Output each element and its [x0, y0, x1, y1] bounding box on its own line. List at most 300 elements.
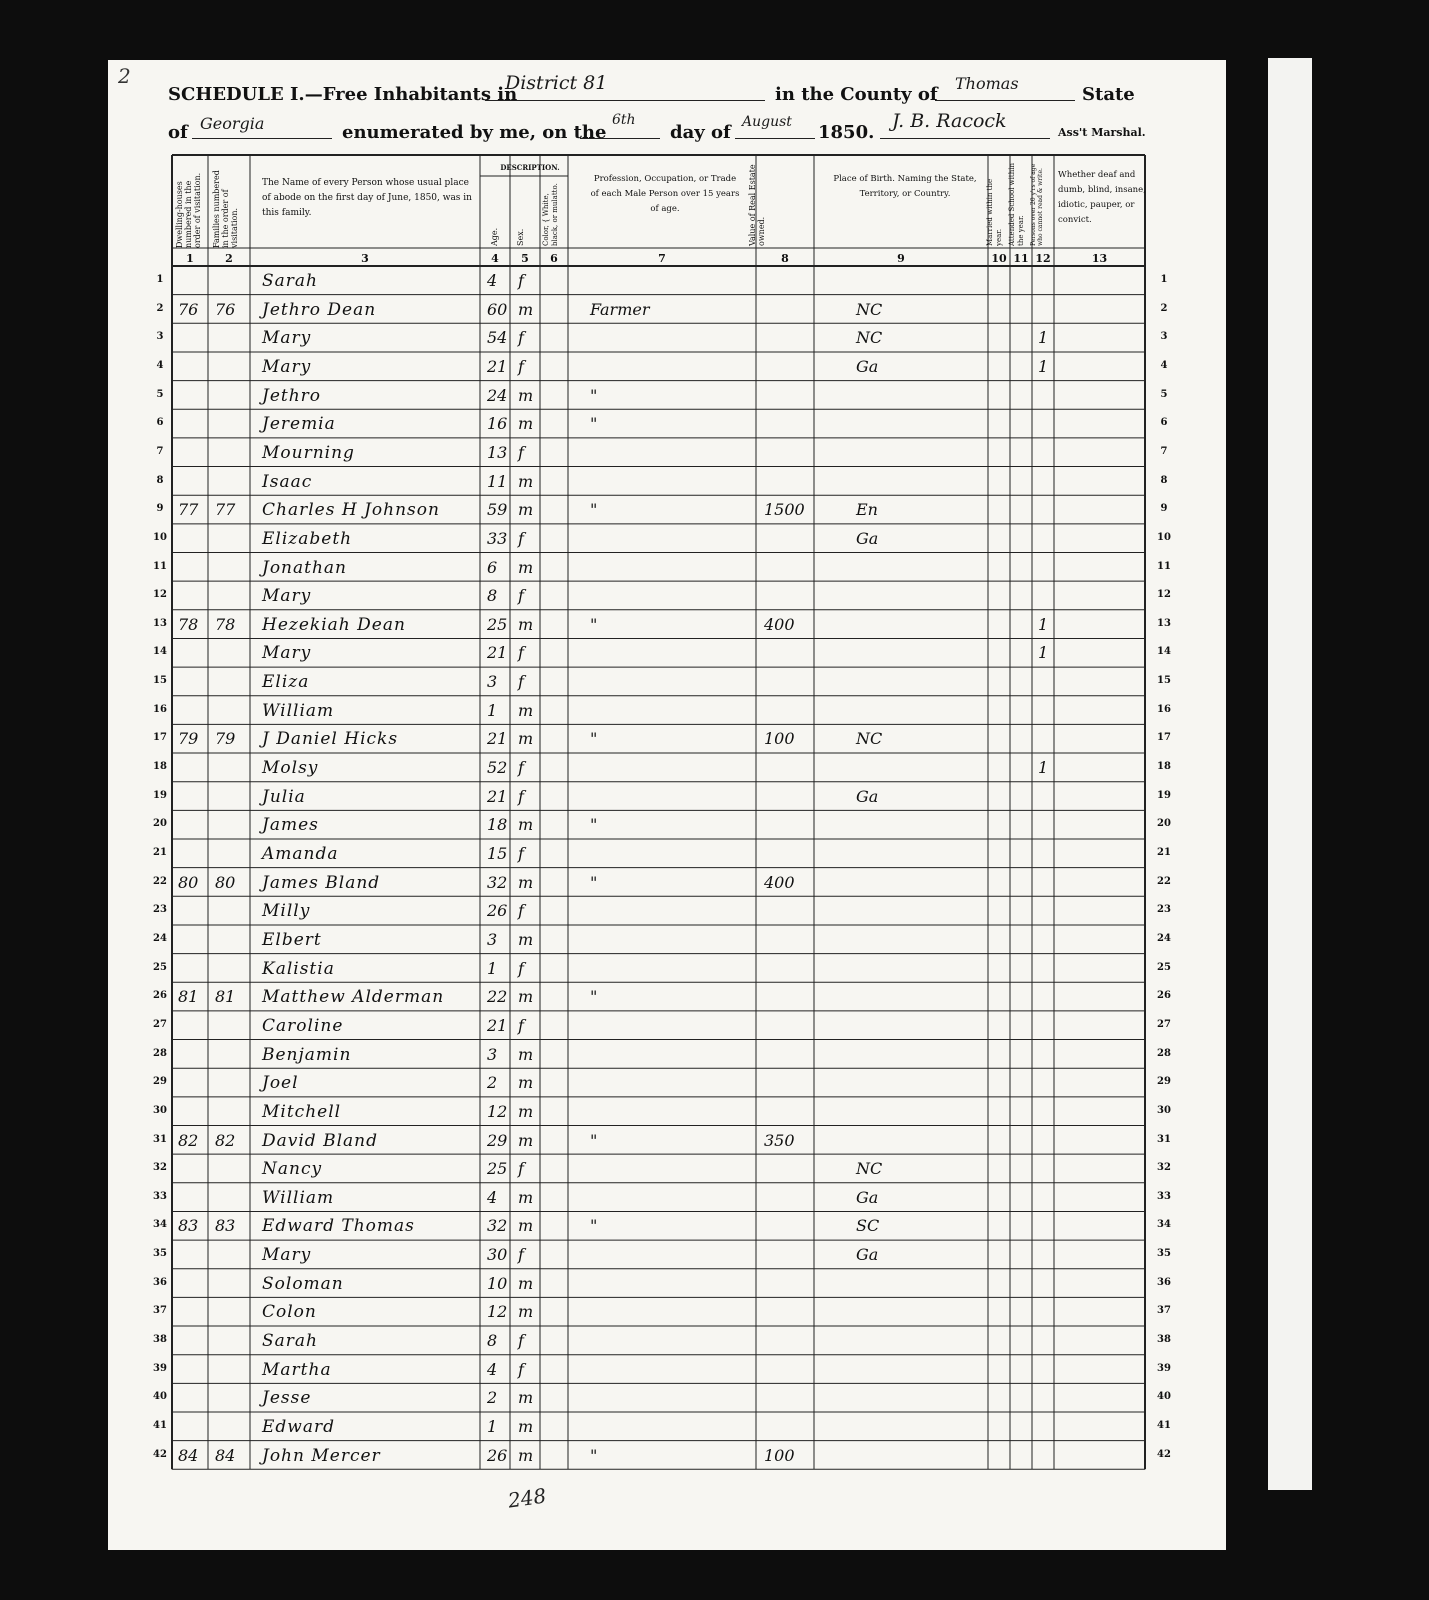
birthplace-value: Ga — [856, 1245, 879, 1265]
line-number-left: 35 — [153, 1248, 167, 1260]
sex-value: m — [518, 385, 534, 405]
age-value: 13 — [487, 442, 508, 462]
day-value: 6th — [612, 112, 636, 128]
column-number: 10 — [991, 252, 1007, 265]
illiterate-mark: 1 — [1038, 614, 1049, 634]
line-number-right: 7 — [1160, 445, 1168, 457]
person-name: Mary — [262, 586, 312, 607]
age-value: 12 — [487, 1101, 508, 1121]
occupation-value: " — [590, 414, 598, 434]
sex-value: f — [518, 328, 524, 348]
column-number: 13 — [1091, 252, 1108, 265]
line-number-left: 10 — [153, 531, 167, 543]
line-number-right: 35 — [1157, 1248, 1171, 1260]
occupation-value: Farmer — [590, 299, 650, 319]
line-number-right: 6 — [1160, 417, 1168, 429]
birthplace-value: NC — [856, 729, 883, 749]
line-number-left: 9 — [156, 503, 164, 515]
sex-value: m — [518, 729, 534, 749]
col-head-value: Value of Real Estate owned. — [748, 164, 766, 246]
line-number-right: 18 — [1157, 761, 1171, 773]
person-name: Jesse — [262, 1388, 312, 1409]
sex-value: m — [518, 700, 534, 720]
line-number-left: 16 — [153, 703, 167, 715]
family-number: 83 — [215, 1216, 236, 1236]
age-value: 4 — [487, 271, 498, 290]
marshal-label: Ass't Marshal. — [1058, 126, 1146, 139]
line-number-right: 12 — [1157, 589, 1171, 601]
line-number-right: 9 — [1160, 503, 1168, 515]
illiterate-mark: 1 — [1038, 758, 1049, 778]
sex-value: f — [518, 356, 524, 376]
age-value: 8 — [487, 586, 498, 606]
col-head-illiterate: Persons over 20 y'rs of age who cannot read & write. — [1030, 163, 1044, 246]
marshal-value: J. B. Racock — [892, 110, 1007, 132]
line-number-right: 8 — [1160, 474, 1168, 486]
col-head-school: Attended School within the year. — [1008, 163, 1025, 246]
line-number-right: 19 — [1157, 789, 1171, 801]
occupation-value: " — [590, 614, 598, 634]
day-of-label: day of — [670, 122, 731, 143]
line-number-left: 5 — [156, 388, 164, 400]
column-number: 2 — [225, 252, 233, 265]
person-name: William — [262, 1187, 335, 1208]
family-number: 80 — [215, 872, 236, 892]
age-value: 21 — [487, 786, 508, 806]
person-name: Benjamin — [262, 1044, 352, 1065]
line-number-left: 38 — [153, 1334, 167, 1346]
age-value: 21 — [487, 643, 508, 663]
person-name: Edward — [262, 1417, 335, 1437]
occupation-value: " — [590, 1130, 598, 1150]
line-number-right: 10 — [1157, 531, 1171, 543]
month-value: August — [742, 114, 792, 130]
column-number: 4 — [491, 252, 499, 265]
age-value: 22 — [487, 987, 508, 1007]
line-number-left: 4 — [156, 359, 164, 371]
sex-value: f — [518, 1359, 524, 1379]
person-name: Martha — [262, 1359, 332, 1380]
col-head-occupation: Profession, Occupation, or Trade of each Male Person over 15 years of age. — [590, 174, 740, 214]
person-name: Molsy — [262, 758, 319, 779]
line-number-right: 39 — [1157, 1362, 1171, 1374]
line-number-right: 26 — [1157, 990, 1171, 1002]
family-number: 76 — [215, 299, 236, 319]
line-number-left: 39 — [153, 1362, 167, 1374]
line-number-right: 27 — [1157, 1018, 1171, 1030]
real-estate-value: 100 — [764, 1445, 795, 1465]
line-number-left: 32 — [153, 1162, 167, 1174]
person-name: Soloman — [262, 1273, 344, 1294]
line-number-left: 15 — [153, 675, 167, 687]
person-name: Elizabeth — [262, 528, 353, 549]
line-number-right: 30 — [1157, 1104, 1171, 1116]
line-number-right: 3 — [1160, 331, 1168, 343]
col-head-sex: Sex. — [516, 228, 525, 246]
person-name: Mary — [262, 1245, 312, 1266]
person-name: Jonathan — [262, 557, 347, 578]
dwelling-number: 81 — [178, 987, 199, 1007]
schedule-title: SCHEDULE I.—Free Inhabitants in — [168, 84, 518, 105]
occupation-value: " — [590, 385, 598, 405]
dwelling-number: 84 — [178, 1445, 199, 1465]
age-value: 21 — [487, 1015, 508, 1035]
person-name: Jethro — [262, 385, 322, 406]
age-value: 21 — [487, 356, 508, 376]
person-name: Elbert — [262, 929, 322, 950]
state-value: Georgia — [200, 114, 265, 133]
person-name: William — [262, 700, 335, 721]
birthplace-value: NC — [856, 328, 883, 348]
family-number: 84 — [215, 1445, 236, 1465]
line-number-right: 4 — [1160, 359, 1168, 371]
sex-value: f — [518, 1245, 524, 1265]
district-value: District 81 — [505, 72, 608, 94]
sex-value: f — [518, 586, 524, 606]
person-name: Joel — [262, 1073, 299, 1094]
person-name: David Bland — [262, 1130, 378, 1151]
line-number-left: 14 — [153, 646, 167, 658]
line-number-right: 5 — [1160, 388, 1168, 400]
person-name: Jethro Dean — [262, 299, 377, 320]
col-head-dwelling: Dwelling-houses numbered in the order of visitation. — [175, 172, 202, 248]
column-number: 7 — [658, 252, 666, 265]
sex-value: m — [518, 500, 534, 520]
line-number-right: 28 — [1157, 1047, 1171, 1059]
sex-value: m — [518, 987, 534, 1007]
person-name: Sarah — [262, 271, 318, 291]
age-value: 12 — [487, 1302, 508, 1322]
line-number-right: 34 — [1157, 1219, 1171, 1231]
line-number-left: 11 — [153, 560, 167, 572]
sex-value: m — [518, 414, 534, 434]
occupation-value: " — [590, 1445, 598, 1465]
person-name: Amanda — [262, 844, 339, 864]
dwelling-number: 82 — [178, 1130, 199, 1150]
occupation-value: " — [590, 872, 598, 892]
person-name: James — [262, 815, 319, 836]
sex-value: m — [518, 1417, 534, 1436]
person-name: Mary — [262, 643, 312, 664]
sex-value: f — [518, 643, 524, 663]
person-name: Edward Thomas — [262, 1216, 415, 1237]
birthplace-value: Ga — [856, 786, 879, 806]
age-value: 24 — [487, 385, 508, 405]
dwelling-number: 77 — [178, 500, 199, 520]
line-number-right: 37 — [1157, 1305, 1171, 1317]
line-number-left: 20 — [153, 818, 167, 830]
line-number-left: 8 — [156, 474, 164, 486]
illiterate-mark: 1 — [1038, 356, 1049, 376]
age-value: 16 — [487, 414, 508, 434]
line-number-left: 2 — [156, 302, 164, 314]
age-value: 3 — [487, 672, 498, 692]
line-number-left: 12 — [153, 589, 167, 601]
birthplace-value: NC — [856, 299, 883, 319]
sex-value: m — [518, 929, 534, 949]
line-number-right: 31 — [1157, 1133, 1171, 1145]
line-number-left: 30 — [153, 1104, 167, 1116]
col-head-birthplace: Place of Birth. Naming the State, Territory, or Country. — [833, 174, 977, 199]
person-name: Kalistia — [262, 958, 335, 979]
person-name: James Bland — [262, 872, 381, 893]
age-value: 2 — [487, 1388, 498, 1408]
in-county-label: in the County of — [775, 84, 938, 105]
occupation-value: " — [590, 500, 598, 520]
person-name: Eliza — [262, 672, 310, 693]
age-value: 25 — [487, 1159, 508, 1179]
age-value: 8 — [487, 1331, 498, 1351]
line-number-right: 22 — [1157, 875, 1171, 887]
person-name: Mary — [262, 328, 312, 349]
age-value: 2 — [487, 1073, 498, 1093]
real-estate-value: 350 — [764, 1130, 795, 1150]
line-number-left: 36 — [153, 1276, 167, 1288]
line-number-left: 31 — [153, 1133, 167, 1145]
dwelling-number: 79 — [178, 729, 199, 749]
column-number: 3 — [361, 252, 369, 265]
state-label: State — [1082, 84, 1135, 105]
person-name: Mitchell — [262, 1101, 342, 1122]
family-number: 82 — [215, 1130, 236, 1150]
age-value: 30 — [487, 1245, 508, 1265]
sex-value: m — [518, 1101, 534, 1121]
line-number-left: 41 — [153, 1420, 167, 1431]
age-value: 32 — [487, 872, 508, 892]
sex-value: f — [518, 1331, 524, 1351]
occupation-value: " — [590, 1216, 598, 1236]
person-name: J Daniel Hicks — [262, 729, 399, 750]
person-name: Mourning — [262, 442, 355, 463]
age-value: 18 — [487, 815, 508, 835]
line-number-right: 32 — [1157, 1162, 1171, 1174]
age-value: 32 — [487, 1216, 508, 1236]
column-number: 6 — [550, 252, 558, 265]
line-number-right: 24 — [1157, 932, 1171, 944]
birthplace-value: Ga — [856, 528, 879, 548]
col-head-name: The Name of every Person whose usual place of abode on the first day of June, 1850, was in this family. — [262, 178, 472, 218]
person-name: Charles H Johnson — [262, 500, 440, 521]
line-number-left: 29 — [153, 1076, 167, 1088]
enumerated-label: enumerated by me, on the — [342, 122, 607, 143]
line-number-right: 29 — [1157, 1076, 1171, 1088]
sex-value: f — [518, 271, 524, 290]
sex-value: m — [518, 872, 534, 892]
line-number-right: 1 — [1160, 274, 1168, 285]
line-number-left: 37 — [153, 1305, 167, 1317]
line-number-left: 19 — [153, 789, 167, 801]
real-estate-value: 400 — [764, 872, 795, 892]
line-number-right: 42 — [1157, 1448, 1171, 1460]
sex-value: m — [518, 1130, 534, 1150]
age-value: 52 — [487, 758, 508, 778]
sex-value: m — [518, 471, 534, 491]
sex-value: m — [518, 299, 534, 319]
sex-value: m — [518, 1273, 534, 1293]
line-number-right: 15 — [1157, 675, 1171, 687]
sex-value: f — [518, 528, 524, 548]
line-number-left: 24 — [153, 932, 167, 944]
line-number-left: 26 — [153, 990, 167, 1002]
age-value: 3 — [487, 929, 498, 949]
illiterate-mark: 1 — [1038, 643, 1049, 663]
col-head-color: Color, { White, black, or mulatto. — [542, 183, 559, 246]
line-number-right: 14 — [1157, 646, 1171, 658]
age-value: 59 — [487, 500, 508, 520]
dwelling-number: 80 — [178, 872, 199, 892]
line-number-left: 6 — [156, 417, 164, 429]
sex-value: f — [518, 672, 524, 692]
sex-value: m — [518, 614, 534, 634]
sex-value: m — [518, 815, 534, 835]
age-value: 15 — [487, 844, 508, 863]
sex-value: m — [518, 1216, 534, 1236]
sex-value: m — [518, 1445, 534, 1465]
age-value: 10 — [487, 1273, 508, 1293]
illiterate-mark: 1 — [1038, 328, 1049, 348]
birthplace-value: NC — [856, 1159, 883, 1179]
person-name: Nancy — [262, 1159, 323, 1180]
col-head-married: Married within the year. — [986, 178, 1003, 246]
person-name: Jeremia — [262, 414, 336, 435]
occupation-value: " — [590, 729, 598, 749]
dwelling-number: 83 — [178, 1216, 199, 1236]
sex-value: f — [518, 1159, 524, 1179]
person-name: Mary — [262, 356, 312, 377]
sex-value: m — [518, 1073, 534, 1093]
sex-value: f — [518, 786, 524, 806]
line-number-right: 33 — [1157, 1190, 1171, 1202]
line-number-left: 28 — [153, 1047, 167, 1059]
sex-value: f — [518, 958, 524, 978]
age-value: 25 — [487, 614, 508, 634]
age-value: 6 — [487, 557, 498, 577]
age-value: 11 — [487, 471, 508, 491]
line-number-left: 33 — [153, 1190, 167, 1202]
sex-value: f — [518, 901, 524, 921]
line-number-right: 21 — [1157, 847, 1171, 858]
person-name: Sarah — [262, 1331, 318, 1352]
sex-value: f — [518, 758, 524, 778]
family-number: 79 — [215, 729, 236, 749]
of-label: of — [168, 122, 188, 143]
line-number-left: 3 — [156, 331, 164, 343]
age-value: 3 — [487, 1044, 498, 1064]
line-number-left: 25 — [153, 961, 167, 973]
year-label: 1850. — [818, 122, 875, 143]
line-number-left: 18 — [153, 761, 167, 773]
family-number: 78 — [215, 614, 236, 634]
birthplace-value: Ga — [856, 1187, 879, 1207]
col-head-age: Age. — [490, 227, 499, 246]
person-name: Caroline — [262, 1015, 344, 1036]
line-number-right: 40 — [1157, 1391, 1171, 1403]
line-number-right: 16 — [1157, 703, 1171, 715]
col-head-family: Families numbered in the order of visitation. — [212, 170, 239, 248]
person-name: Colon — [262, 1302, 317, 1323]
person-name: Hezekiah Dean — [262, 614, 406, 635]
occupation-value: " — [590, 815, 598, 835]
column-number: 11 — [1013, 252, 1029, 265]
line-number-left: 34 — [153, 1219, 167, 1231]
age-value: 1 — [487, 958, 498, 978]
age-value: 26 — [487, 1445, 508, 1465]
line-number-left: 21 — [153, 847, 167, 858]
line-number-left: 13 — [153, 617, 167, 629]
line-number-right: 13 — [1157, 617, 1171, 629]
sex-value: f — [518, 442, 524, 462]
line-number-right: 2 — [1160, 302, 1168, 314]
occupation-value: " — [590, 987, 598, 1007]
real-estate-value: 400 — [764, 614, 795, 634]
column-number: 12 — [1035, 252, 1051, 265]
column-number: 5 — [521, 252, 529, 265]
family-number: 81 — [215, 987, 236, 1007]
sex-value: m — [518, 1187, 534, 1207]
col-head-description: DESCRIPTION. — [500, 163, 560, 172]
column-number: 1 — [186, 252, 194, 265]
dwelling-number: 78 — [178, 614, 199, 634]
person-name: John Mercer — [262, 1445, 381, 1466]
col-head-disability: Whether deaf and dumb, blind, insane, idiotic, pauper, or convict. — [1058, 170, 1146, 225]
age-value: 21 — [487, 729, 508, 749]
real-estate-value: 100 — [764, 729, 795, 749]
sex-value: f — [518, 1015, 524, 1035]
sex-value: m — [518, 1388, 534, 1408]
page-stamp: 248 — [506, 1483, 548, 1513]
sex-value: m — [518, 1044, 534, 1064]
line-number-left: 40 — [153, 1391, 167, 1403]
person-name: Julia — [262, 786, 306, 807]
county-value: Thomas — [955, 74, 1019, 93]
dwelling-number: 76 — [178, 299, 199, 319]
real-estate-value: 1500 — [764, 500, 805, 520]
age-value: 4 — [487, 1359, 498, 1379]
line-number-left: 7 — [156, 445, 164, 457]
person-name: Isaac — [262, 471, 313, 492]
birthplace-value: En — [856, 500, 878, 520]
person-name: Matthew Alderman — [262, 987, 445, 1008]
birthplace-value: SC — [856, 1216, 880, 1236]
line-number-right: 23 — [1157, 904, 1171, 916]
line-number-right: 11 — [1157, 560, 1171, 572]
sex-value: m — [518, 557, 534, 577]
age-value: 1 — [487, 1417, 498, 1436]
line-number-left: 42 — [153, 1448, 167, 1460]
age-value: 33 — [487, 528, 508, 548]
family-number: 77 — [215, 500, 236, 520]
line-number-right: 20 — [1157, 818, 1171, 830]
sex-value: f — [518, 844, 524, 863]
line-number-right: 25 — [1157, 961, 1171, 973]
line-number-left: 22 — [153, 875, 167, 887]
sex-value: m — [518, 1302, 534, 1322]
line-number-right: 38 — [1157, 1334, 1171, 1346]
line-number-left: 27 — [153, 1018, 167, 1030]
line-number-left: 23 — [153, 904, 167, 916]
line-number-right: 17 — [1157, 732, 1171, 744]
column-number: 9 — [897, 252, 905, 265]
age-value: 29 — [487, 1130, 508, 1150]
age-value: 1 — [487, 700, 498, 720]
line-number-right: 41 — [1157, 1420, 1171, 1431]
column-number: 8 — [781, 252, 789, 265]
line-number-left: 1 — [156, 274, 164, 285]
birthplace-value: Ga — [856, 356, 879, 376]
line-number-right: 36 — [1157, 1276, 1171, 1288]
line-number-left: 17 — [153, 732, 167, 744]
age-value: 26 — [487, 901, 508, 921]
